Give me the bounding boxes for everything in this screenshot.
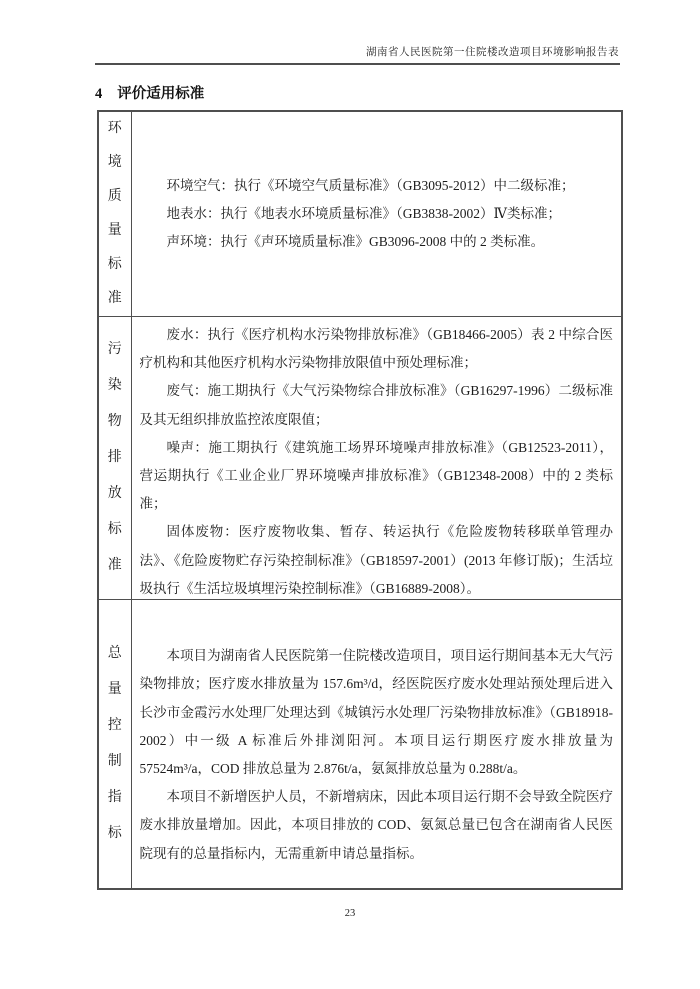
paragraph-ambient-air: 环境空气：执行《环境空气质量标准》（GB3095-2012）中二级标准； [166,177,575,193]
row-label-cell [99,112,132,316]
paragraph-waste-gas: 废气：施工期执行《大气污染物综合排放标准》（GB16297-1996）二级标准及其无组织排放监控浓度限值； [139,383,613,427]
paragraph-project-discharge-totals: 本项目为湖南省人民医院第一住院楼改造项目，项目运行期间基本无大气污染物排放；医疗废水排放量为 157.6m³/d，经医院医疗废水处理站预处理后进入长沙市金霞污水处理厂处理达到《城镇污水处理厂污染物排放标准》（GB18918-2002）中一级 A 标准后外排浏阳河。本项目运行期医疗废水排放量为 57524m³/a，COD 排放总量为 2.876t/a，氨氮排放总量为 0.288t/a。 [139,648,613,776]
row-content-environment-quality [132,112,622,316]
paragraph-solid-waste: 固体废物：医疗废物收集、暂存、转运执行《危险废物转移联单管理办法》、《危险废物贮存污染控制标准》（GB18597-2001）(2013 年修订版)；生活垃圾执行《生活垃圾填埋污染控制标准》（GB16889-2008）。 [139,524,613,596]
row-label-cell [99,317,132,599]
table-row-total-quantity-control [99,600,621,888]
row-content-total-quantity-control [132,600,622,888]
section-number: 4 [95,86,103,102]
standards-table [97,110,623,890]
paragraph-wastewater: 废水：执行《医疗机构水污染物排放标准》（GB18466-2005）表 2 中综合医疗机构和其他医疗机构水污染物排放限值中预处理标准； [139,327,613,371]
table-row-pollutant-discharge-standards [99,317,621,600]
header-rule [95,63,620,65]
section-heading [95,82,204,103]
row-content-pollutant-discharge [132,317,622,599]
row-label-total-quantity-control: 总量控制指标 [107,646,122,841]
row-label-environment-quality: 环境质量标准 [107,121,122,306]
row-label-pollutant-discharge: 污染物排放标准 [107,342,122,573]
paragraph-noise: 噪声：施工期执行《建筑施工场界环境噪声排放标准》（GB12523-2011），营运期执行《工业企业厂界环境噪声排放标准》（GB12348-2008）中的 2 类标准； [139,439,613,512]
table-row-environment-quality-standards [99,112,621,317]
running-header: 湖南省人民医院第一住院楼改造项目环境影响报告表 [366,47,619,58]
paragraph-surface-water: 地表水：执行《地表水环境质量标准》（GB3838-2002）Ⅳ类标准； [166,205,561,221]
row-label-cell [99,600,132,888]
paragraph-no-new-staff: 本项目不新增医护人员，不新增病床，因此本项目运行期不会导致全院医疗废水排放量增加。因此，本项目排放的 COD、氨氮总量已包含在湖南省人民医院现有的总量指标内，无需重新申请总量指标。 [139,789,613,861]
page-number: 23 [344,908,356,919]
section-title: 评价适用标准 [117,86,205,102]
paragraph-acoustic-environment: 声环境：执行《声环境质量标准》GB3096-2008 中的 2 类标准。 [166,234,545,250]
